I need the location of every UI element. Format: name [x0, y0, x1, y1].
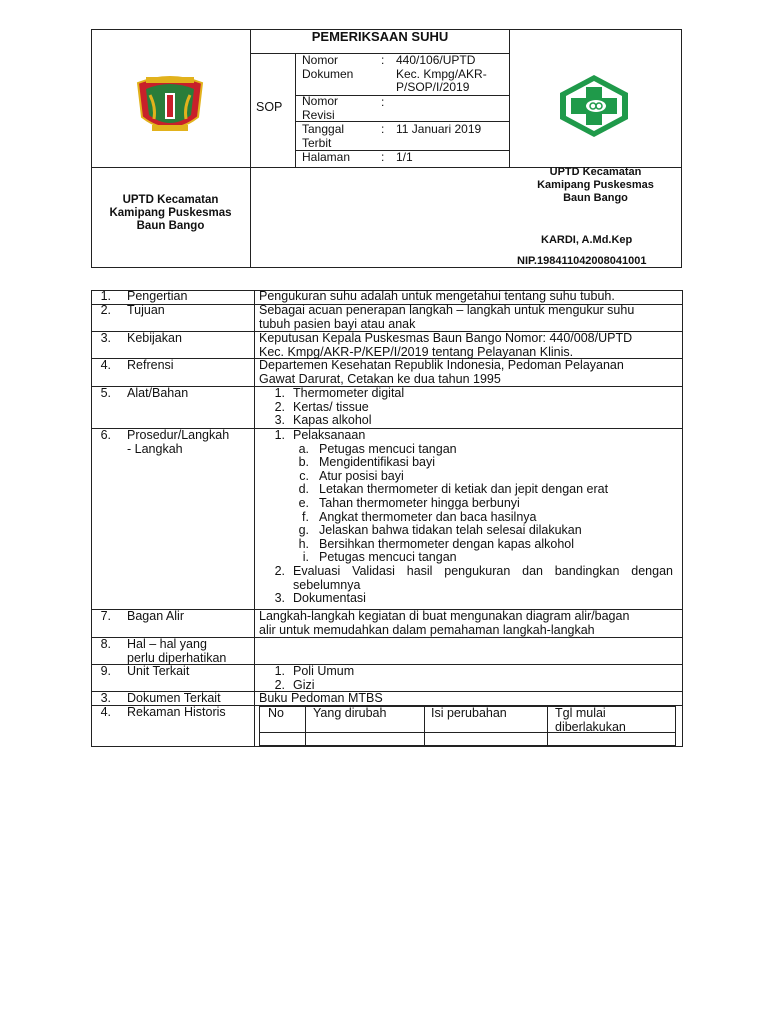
field-value-tanggal-terbit: 11 Januari 2019 — [396, 122, 482, 136]
sop-label: SOP — [256, 100, 283, 114]
list-item: a. Petugas mencuci tangan — [298, 441, 457, 456]
history-header-no: No — [268, 706, 284, 720]
field-label-tanggal-terbit: Tanggal Terbit — [302, 122, 345, 150]
history-header-tgl-mulai: Tgl mulai diberlakukan — [555, 706, 626, 734]
procedure-step: 1. Pelaksanaan — [274, 428, 366, 442]
list-item: e. Tahan thermometer hingga berbunyi — [298, 495, 520, 510]
procedure-step: 2. Evaluasi Validasi hasil pengukuran dan bandingkan dengan sebelumnya — [274, 563, 673, 592]
puskesmas-logo-icon — [556, 73, 632, 139]
signer-name: KARDI, A.Md.Kep — [541, 234, 633, 246]
row-content-alat-bahan — [259, 387, 677, 428]
field-label-halaman: Halaman — [302, 150, 351, 164]
procedure-substeps — [259, 443, 677, 565]
row-content-prosedur — [259, 429, 677, 606]
list-item: f. Angkat thermometer dan baca hasilnya — [302, 509, 537, 524]
field-separator: : — [381, 95, 385, 109]
list-item: d. Letakan thermometer di ketiak dan jepit dengan erat — [298, 482, 609, 497]
history-col-divider — [547, 706, 548, 746]
list-item: 1. Poli Umum — [274, 664, 355, 678]
signer-nip: NIP.198411042008041001 — [517, 255, 647, 267]
list-item: 1. Thermometer digital — [274, 386, 405, 400]
list-item: i. Petugas mencuci tangan — [302, 550, 457, 565]
field-label-nomor-dokumen: Nomor Dokumen — [302, 53, 354, 81]
field-value-halaman: 1/1 — [396, 150, 413, 164]
history-header-isi-perubahan: Isi perubahan — [431, 706, 507, 720]
document-title: PEMERIKSAAN SUHU — [311, 29, 449, 44]
row-content-pengertian: Pengukuran suhu adalah untuk mengetahui tentang suhu tubuh. — [259, 289, 615, 303]
history-col-divider — [424, 706, 425, 746]
field-label-nomor-revisi: Nomor Revisi — [302, 94, 339, 122]
field-separator: : — [381, 122, 385, 136]
row-content-dokumen-terkait: Buku Pedoman MTBS — [259, 691, 383, 705]
history-col-divider — [305, 706, 306, 746]
row-content-kebijakan: Keputusan Kepala Puskesmas Baun Bango Nomor: 440/008/UPTD Kec. Kmpg/AKR-P/KEP/I/2019 tentang Pelayanan Klinis. — [259, 331, 633, 359]
regency-logo-icon — [132, 73, 208, 137]
row-content-refrensi: Departemen Kesehatan Republik Indonesia, Pedoman Pelayanan Gawat Darurat, Cetakan ke dua tahun 1995 — [259, 358, 624, 386]
list-item: 2. Kertas/ tissue — [274, 399, 369, 414]
history-header-yang-dirubah: Yang dirubah — [313, 706, 387, 720]
list-item: g. Jelaskan bahwa tidakan telah selesai dilakukan — [298, 523, 582, 538]
list-item: c. Atur posisi bayi — [299, 468, 404, 483]
field-value-nomor-dokumen: 440/106/UPTD Kec. Kmpg/AKR- P/SOP/I/2019 — [396, 53, 487, 94]
row-content-bagan-alir: Langkah-langkah kegiatan di buat mengunakan diagram alir/bagan alir untuk memudahkan dalam pemahaman langkah-langkah — [259, 609, 630, 637]
list-item: b. Mengidentifikasi bayi — [298, 455, 436, 470]
header-divider — [250, 29, 251, 268]
field-separator: : — [381, 150, 385, 164]
procedure-step: 3. Dokumentasi — [274, 591, 366, 606]
row-content-unit-terkait — [259, 665, 677, 692]
field-separator: : — [381, 53, 385, 67]
organization-name-left: UPTD Kecamatan Kamipang Puskesmas Baun Bango — [109, 194, 232, 232]
list-item: 3. Kapas alkohol — [274, 413, 372, 428]
organization-name-right: UPTD Kecamatan Kamipang Puskesmas Baun Bango — [537, 166, 654, 204]
row-content-tujuan: Sebagai acuan penerapan langkah – langkah untuk mengukur suhu tubuh pasien bayi atau anak — [259, 303, 635, 331]
header-divider — [509, 29, 510, 168]
list-item: 2. Gizi — [274, 677, 315, 692]
list-item: h. Bersihkan thermometer dengan kapas alkohol — [298, 536, 575, 551]
